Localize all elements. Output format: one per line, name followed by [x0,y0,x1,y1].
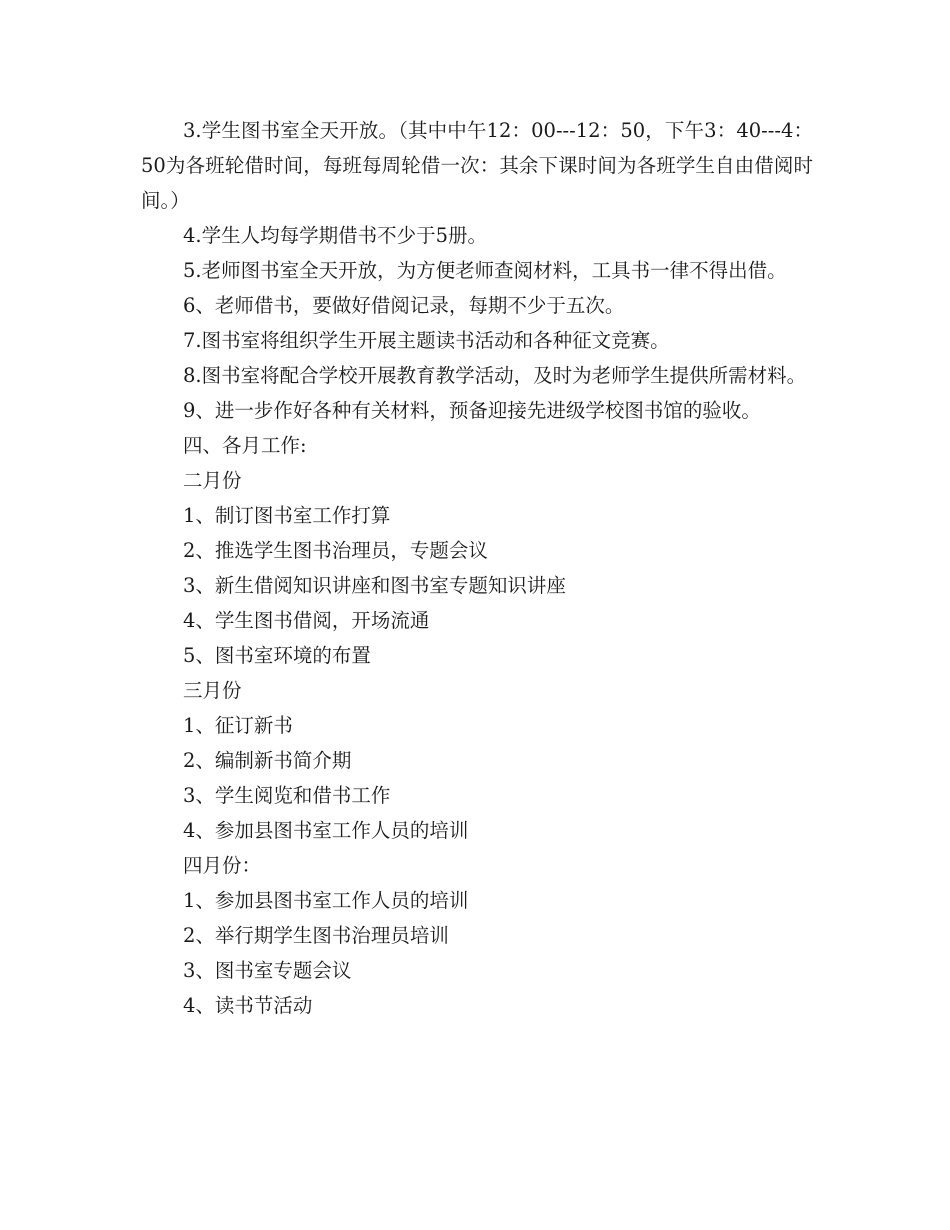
section-heading: 四、各月工作: [183,434,307,457]
paragraph-item-4: 4.学生人均每学期借书不少于5册。 [183,224,488,247]
month-title-february: 二月份 [183,469,242,492]
paragraph-item-3: 3.学生图书室全天开放。（其中中午12：00---12：50，下午3：40---4：50为各班轮借时间，每班每周轮借一次：其余下课时间为各班学生自由借阅时间。） [141,119,813,212]
list-item: 3、图书室专题会议 [183,959,352,982]
month-title-april: 四月份： [183,854,262,877]
paragraph-item-8: 8.图书室将配合学校开展教育教学活动，及时为老师学生提供所需材料。 [183,364,807,387]
list-item: 3、学生阅览和借书工作 [183,784,391,807]
paragraph-item-6: 6、老师借书，要做好借阅记录，每期不少于五次。 [183,294,625,317]
paragraph-item-9: 9、进一步作好各种有关材料，预备迎接先进级学校图书馆的验收。 [183,399,761,422]
list-item: 4、参加县图书室工作人员的培训 [183,819,469,842]
document-body [141,113,813,1023]
list-item: 4、读书节活动 [183,994,313,1017]
list-item: 5、图书室环境的布置 [183,644,371,667]
list-item: 1、制订图书室工作打算 [183,504,391,527]
list-item: 3、新生借阅知识讲座和图书室专题知识讲座 [183,574,566,597]
list-item: 2、举行期学生图书治理员培训 [183,924,449,947]
list-item: 1、参加县图书室工作人员的培训 [183,889,469,912]
paragraph-item-7: 7.图书室将组织学生开展主题读书活动和各种征文竞赛。 [183,329,670,352]
paragraph-item-5: 5.老师图书室全天开放，为方便老师查阅材料，工具书一律不得出借。 [183,259,787,282]
list-item: 4、学生图书借阅，开场流通 [183,609,430,632]
list-item: 2、推选学生图书治理员，专题会议 [183,539,488,562]
month-title-march: 三月份 [183,679,242,702]
list-item: 2、编制新书简介期 [183,749,352,772]
list-item: 1、征订新书 [183,714,293,737]
